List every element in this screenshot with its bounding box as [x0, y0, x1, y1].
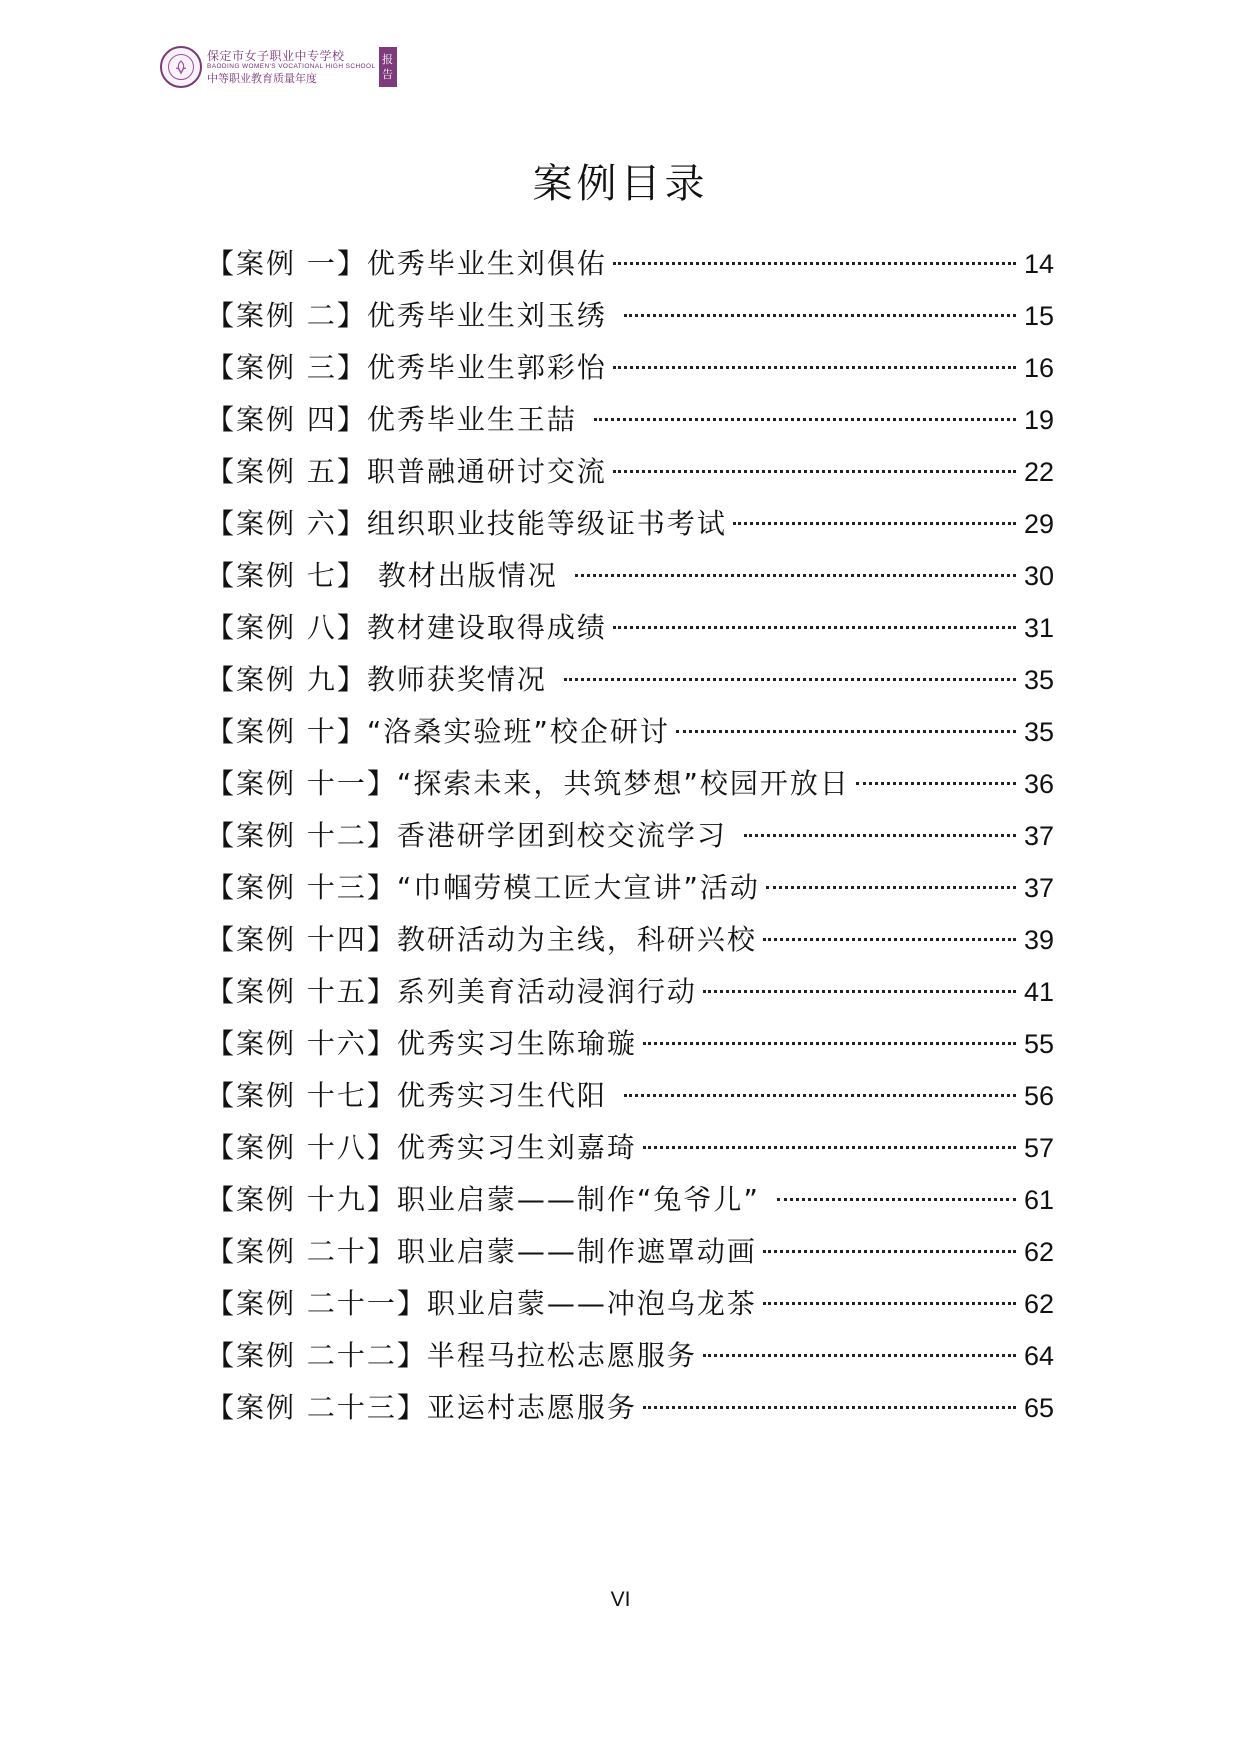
- toc-item[interactable]: [206, 654, 1054, 706]
- school-seal-icon: [160, 46, 202, 88]
- toc-item-label: 【案例 十一】“探索未来，共筑梦想”校园开放日: [206, 767, 850, 800]
- toc-item-page: 57: [1023, 1133, 1054, 1163]
- toc-leader-dots: [733, 522, 1016, 525]
- toc-item-page: 56: [1023, 1081, 1054, 1111]
- report-badge-line2: 告: [382, 68, 393, 81]
- page-title: 案例目录: [532, 161, 709, 207]
- toc-item[interactable]: [206, 342, 1054, 394]
- toc-item-page: 37: [1023, 873, 1054, 903]
- toc-leader-dots: [575, 574, 1016, 577]
- header-text: [207, 50, 376, 84]
- toc-item[interactable]: [206, 1018, 1054, 1070]
- toc-item-page: 55: [1023, 1029, 1054, 1059]
- toc-leader-dots: [763, 938, 1016, 941]
- toc-item[interactable]: [206, 238, 1054, 290]
- report-badge-line1: 报: [382, 53, 393, 66]
- toc-leader-dots: [703, 990, 1016, 993]
- toc-item[interactable]: [206, 810, 1054, 862]
- toc-item[interactable]: [206, 498, 1054, 550]
- toc-item-page: 19: [1023, 405, 1054, 435]
- toc-item-page: 29: [1023, 509, 1054, 539]
- toc-item[interactable]: [206, 966, 1054, 1018]
- toc-item[interactable]: [206, 914, 1054, 966]
- toc-item-label: 【案例 二十三】亚运村志愿服务: [206, 1391, 637, 1424]
- toc-item-label: 【案例 十八】优秀实习生刘嘉琦: [206, 1131, 637, 1164]
- toc-item[interactable]: [206, 290, 1054, 342]
- toc-item-page: 61: [1023, 1185, 1054, 1215]
- toc-item-page: 16: [1023, 353, 1054, 383]
- toc-item[interactable]: [206, 446, 1054, 498]
- toc-item-page: 41: [1023, 977, 1054, 1007]
- page-header: [160, 44, 397, 90]
- toc-leader-dots: [613, 470, 1016, 473]
- toc-item-page: 62: [1023, 1237, 1054, 1267]
- toc-item-label: 【案例 八】教材建设取得成绩: [206, 611, 607, 644]
- toc-item[interactable]: [206, 1226, 1054, 1278]
- toc-item-label: 【案例 二十】职业启蒙——制作遮罩动画: [206, 1235, 757, 1268]
- toc-item-label: 【案例 三】优秀毕业生郭彩怡: [206, 351, 607, 384]
- toc-item-label: 【案例 五】职普融通研讨交流: [206, 455, 607, 488]
- table-of-contents: [206, 238, 1054, 1434]
- toc-item[interactable]: [206, 1070, 1054, 1122]
- toc-item-page: 37: [1023, 821, 1054, 851]
- toc-leader-dots: [643, 1406, 1016, 1409]
- toc-leader-dots: [613, 366, 1016, 369]
- toc-leader-dots: [564, 678, 1016, 681]
- toc-leader-dots: [763, 1302, 1016, 1305]
- toc-item[interactable]: [206, 394, 1054, 446]
- toc-leader-dots: [744, 834, 1016, 837]
- toc-leader-dots: [624, 1094, 1016, 1097]
- toc-leader-dots: [763, 1250, 1016, 1253]
- toc-item-label: 【案例 十九】职业启蒙——制作“兔爷儿”: [206, 1183, 771, 1216]
- toc-item-label: 【案例 十】“洛桑实验班”校企研讨: [206, 715, 670, 748]
- toc-leader-dots: [777, 1198, 1016, 1201]
- toc-leader-dots: [643, 1146, 1016, 1149]
- toc-item-page: 65: [1023, 1393, 1054, 1423]
- toc-item-label: 【案例 十三】“巾帼劳模工匠大宣讲”活动: [206, 871, 760, 904]
- toc-item[interactable]: [206, 1330, 1054, 1382]
- toc-item[interactable]: [206, 706, 1054, 758]
- toc-item-label: 【案例 九】教师获奖情况: [206, 663, 558, 696]
- toc-leader-dots: [613, 626, 1016, 629]
- toc-item[interactable]: [206, 550, 1054, 602]
- toc-item[interactable]: [206, 602, 1054, 654]
- toc-item-page: 64: [1023, 1341, 1054, 1371]
- toc-item-page: 39: [1023, 925, 1054, 955]
- toc-item-page: 35: [1023, 665, 1054, 695]
- toc-leader-dots: [624, 314, 1016, 317]
- toc-leader-dots: [856, 782, 1016, 785]
- toc-item-page: 31: [1023, 613, 1054, 643]
- toc-leader-dots: [766, 886, 1016, 889]
- report-title: 中等职业教育质量年度: [207, 71, 317, 85]
- toc-leader-dots: [676, 730, 1016, 733]
- toc-item-label: 【案例 十六】优秀实习生陈瑜璇: [206, 1027, 637, 1060]
- toc-item-page: 62: [1023, 1289, 1054, 1319]
- toc-item-label: 【案例 二十一】职业启蒙——冲泡乌龙茶: [206, 1287, 757, 1320]
- report-badge: [379, 47, 397, 87]
- toc-item-label: 【案例 二】优秀毕业生刘玉绣: [206, 299, 618, 332]
- school-name-en: BAODING WOMEN'S VOCATIONAL HIGH SCHOOL: [207, 63, 376, 71]
- toc-item-label: 【案例 十七】优秀实习生代阳: [206, 1079, 618, 1112]
- toc-item-page: 15: [1023, 301, 1054, 331]
- toc-item-label: 【案例 七】 教材出版情况: [206, 559, 569, 592]
- toc-leader-dots: [613, 262, 1016, 265]
- toc-item-label: 【案例 十四】教研活动为主线，科研兴校: [206, 923, 757, 956]
- toc-leader-dots: [643, 1042, 1016, 1045]
- toc-item-page: 14: [1023, 249, 1054, 279]
- toc-item-page: 36: [1023, 769, 1054, 799]
- toc-item[interactable]: [206, 758, 1054, 810]
- toc-item[interactable]: [206, 1382, 1054, 1434]
- toc-leader-dots: [594, 418, 1016, 421]
- school-name: 保定市女子职业中专学校: [207, 49, 345, 64]
- toc-item-label: 【案例 六】组织职业技能等级证书考试: [206, 507, 727, 540]
- toc-item[interactable]: [206, 862, 1054, 914]
- toc-item-label: 【案例 十五】系列美育活动浸润行动: [206, 975, 697, 1008]
- toc-item[interactable]: [206, 1174, 1054, 1226]
- toc-item-label: 【案例 四】优秀毕业生王喆: [206, 403, 588, 436]
- toc-item-page: 35: [1023, 717, 1054, 747]
- toc-item[interactable]: [206, 1278, 1054, 1330]
- toc-item[interactable]: [206, 1122, 1054, 1174]
- toc-item-label: 【案例 一】优秀毕业生刘俱佑: [206, 247, 607, 280]
- toc-item-label: 【案例 十二】香港研学团到校交流学习: [206, 819, 738, 852]
- page-number: VI: [610, 1588, 631, 1611]
- toc-item-label: 【案例 二十二】半程马拉松志愿服务: [206, 1339, 697, 1372]
- toc-item-page: 22: [1023, 457, 1054, 487]
- toc-item-page: 30: [1023, 561, 1054, 591]
- toc-leader-dots: [703, 1354, 1016, 1357]
